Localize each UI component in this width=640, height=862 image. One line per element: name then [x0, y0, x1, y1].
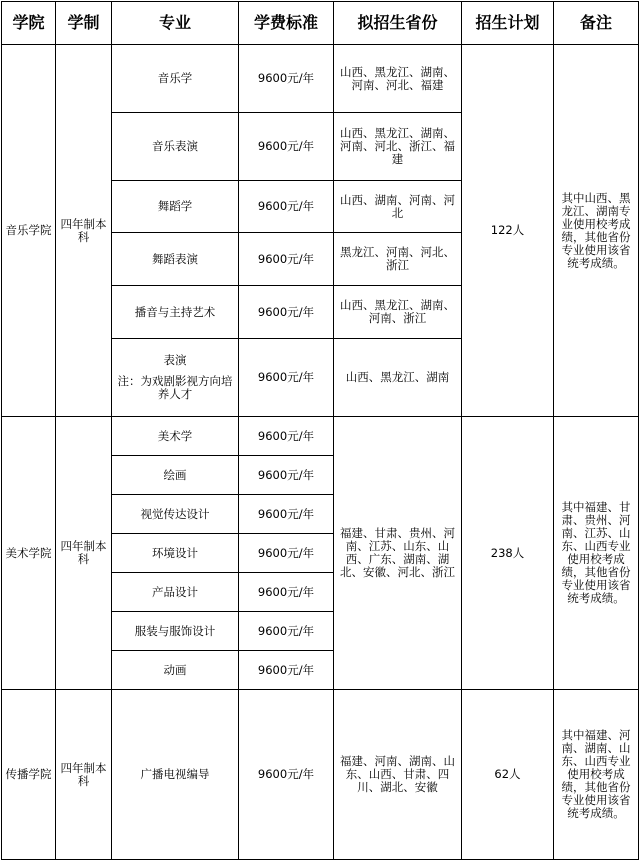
- fee-cell: 9600元/年: [239, 113, 334, 181]
- plan-cell: 122人: [462, 45, 554, 417]
- fee-cell: 9600元/年: [239, 181, 334, 233]
- provinces-cell: 黑龙江、河南、河北、浙江: [334, 233, 462, 286]
- college-cell: 音乐学院: [2, 45, 56, 417]
- major-cell: 音乐表演: [112, 113, 239, 181]
- header-provinces: 拟招生省份: [334, 2, 462, 45]
- major-cell: 美术学: [112, 417, 239, 456]
- header-note: 备注: [554, 2, 639, 45]
- major-cell: 动画: [112, 651, 239, 690]
- duration-cell: 四年制本科: [56, 417, 112, 690]
- college-cell: 传播学院: [2, 690, 56, 860]
- major-cell: 绘画: [112, 456, 239, 495]
- provinces-cell: 山西、黑龙江、湖南、河南、河北、浙江、福建: [334, 113, 462, 181]
- fee-cell: 9600元/年: [239, 573, 334, 612]
- major-cell: 广播电视编导: [112, 690, 239, 860]
- provinces-cell: 山西、黑龙江、湖南、河南、河北、福建: [334, 45, 462, 113]
- major-cell: 环境设计: [112, 534, 239, 573]
- fee-cell: 9600元/年: [239, 286, 334, 339]
- provinces-cell: 山西、黑龙江、湖南: [334, 339, 462, 417]
- fee-cell: 9600元/年: [239, 339, 334, 417]
- table-row: [2, 690, 639, 860]
- provinces-cell: 福建、甘肃、贵州、河南、江苏、山东、山西、广东、湖南、湖北、安徽、河北、浙江: [334, 417, 462, 690]
- major-cell: 舞蹈表演: [112, 233, 239, 286]
- fee-cell: 9600元/年: [239, 690, 334, 860]
- duration-cell: 四年制本科: [56, 690, 112, 860]
- header-major: 专业: [112, 2, 239, 45]
- plan-cell: 238人: [462, 417, 554, 690]
- table-row: [2, 417, 639, 456]
- major-subnote: 注：为戏剧影视方向培养人才: [117, 374, 233, 401]
- fee-cell: 9600元/年: [239, 456, 334, 495]
- fee-cell: 9600元/年: [239, 651, 334, 690]
- major-name: 表演: [163, 353, 187, 367]
- table-row: [2, 45, 639, 113]
- note-cell: 其中山西、黑龙江、湖南专业使用校考成绩，其他省份专业使用该省统考成绩。: [554, 45, 639, 417]
- header-plan: 招生计划: [462, 2, 554, 45]
- note-cell: 其中福建、河南、湖南、山东、山西专业使用校考成绩，其他省份专业使用该省统考成绩。: [554, 690, 639, 860]
- major-cell: 产品设计: [112, 573, 239, 612]
- fee-cell: 9600元/年: [239, 233, 334, 286]
- major-cell: 音乐学: [112, 45, 239, 113]
- provinces-cell: 福建、河南、湖南、山东、山西、甘肃、四川、湖北、安徽: [334, 690, 462, 860]
- header-duration: 学制: [56, 2, 112, 45]
- provinces-cell: 山西、黑龙江、湖南、河南、浙江: [334, 286, 462, 339]
- fee-cell: 9600元/年: [239, 495, 334, 534]
- plan-cell: 62人: [462, 690, 554, 860]
- fee-cell: 9600元/年: [239, 612, 334, 651]
- fee-cell: 9600元/年: [239, 534, 334, 573]
- college-cell: 美术学院: [2, 417, 56, 690]
- major-cell: 舞蹈学: [112, 181, 239, 233]
- major-cell: [112, 339, 239, 417]
- major-cell: 播音与主持艺术: [112, 286, 239, 339]
- major-cell: 视觉传达设计: [112, 495, 239, 534]
- header-college: 学院: [2, 2, 56, 45]
- fee-cell: 9600元/年: [239, 45, 334, 113]
- admissions-table: [1, 1, 639, 860]
- header-row: [2, 2, 639, 45]
- header-fee: 学费标准: [239, 2, 334, 45]
- major-cell: 服装与服饰设计: [112, 612, 239, 651]
- note-cell: 其中福建、甘肃、贵州、河南、江苏、山东、山西专业使用校考成绩，其他省份专业使用该省统考成绩。: [554, 417, 639, 690]
- duration-cell: 四年制本科: [56, 45, 112, 417]
- provinces-cell: 山西、湖南、河南、河北: [334, 181, 462, 233]
- fee-cell: 9600元/年: [239, 417, 334, 456]
